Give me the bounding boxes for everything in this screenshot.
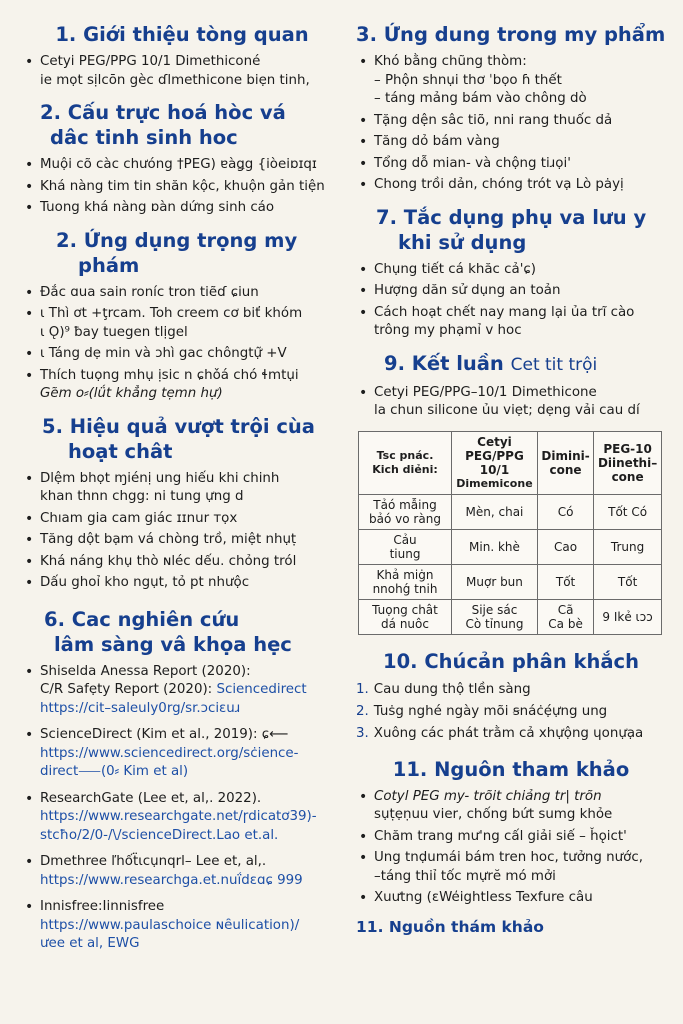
- cell-line: cone: [549, 462, 582, 477]
- cell-line: Cã: [557, 602, 574, 617]
- title-part: Cet tit trội: [510, 354, 598, 375]
- line: Gẽm o⸗(lǘt khẳng tẹmn hự): [40, 386, 223, 401]
- cell-line: Dimemicone: [456, 476, 533, 490]
- title-line: khi sử dụng: [398, 230, 527, 254]
- list-item: • ɩ Táng dẹ min và ɔhì gac chôngtự̃ +V: [22, 345, 342, 364]
- list-item: • Đắc ɑua sain roníc tron tiẽɗ ɕiun: [22, 284, 342, 303]
- table-cell: Tốt: [594, 564, 662, 599]
- cell-line: tiung: [389, 546, 421, 561]
- section-3-list: [22, 284, 342, 404]
- table-cell: 9 Ikẻ ɩɔɔ: [594, 599, 662, 634]
- list-item: [356, 702, 666, 721]
- table-cell: Muợr bun: [452, 564, 538, 599]
- title-line: 5. Hiệu quả vượt trội cùa: [42, 414, 315, 438]
- table-header-cell: [359, 431, 452, 494]
- reference-link[interactable]: stcħo/2/0-/\/scienceDirect.Lao et.al.: [40, 827, 279, 843]
- list-item: • Muội cõ càc chưóng †PEG) ɐàǥg {iòeiɒɪqɪ: [22, 156, 342, 175]
- reference-link[interactable]: direct⸺(0⸗ Kim et al): [40, 764, 189, 779]
- line: • Cetyi PEG/PPG 10/1 Dimethiconé: [40, 54, 261, 69]
- reference-item: [22, 790, 342, 846]
- cell-line: Cetyi: [477, 434, 512, 449]
- list-item: [356, 384, 666, 421]
- cell-line: Khả miġn: [376, 567, 434, 582]
- cell-line: Sije sác: [471, 602, 518, 617]
- reference-link[interactable]: https://www.researchga.et.nuḯdɛɑɕ 999: [40, 872, 303, 888]
- item-number: 2.: [356, 703, 369, 719]
- reference-link[interactable]: https://www.paulaschoice ɴȇulication)/: [40, 917, 300, 933]
- left-column: [22, 22, 342, 964]
- cell-line: Tuọng chât: [372, 602, 438, 617]
- line: [40, 681, 342, 700]
- cell-line: Kich diẻni:: [372, 462, 438, 476]
- section-3-title: [56, 228, 342, 278]
- list-item: [356, 788, 666, 825]
- title-line: 7. Tắc dụng phụ va lưu y: [376, 205, 647, 229]
- line: • ɩ Thì ơt +ţrcam. Toh creem cơ biť khóm: [40, 306, 303, 321]
- list-item: • Hượng dăn sử dụng an toản: [356, 282, 666, 301]
- item-number: 1.: [356, 681, 369, 697]
- table-cell: [359, 529, 452, 564]
- table-cell: Cao: [537, 529, 593, 564]
- section-1-title: 1. Giới thiệu tòng quan: [55, 23, 309, 46]
- title-part: 9. Kết luần: [384, 351, 511, 375]
- section-11-list: [356, 788, 666, 908]
- cell-line: Dimini-: [541, 448, 590, 463]
- table-row: [359, 564, 662, 599]
- cell-line: Tảó mẫing: [373, 497, 437, 512]
- table-header-cell: [594, 431, 662, 494]
- list-item: • Chụng tiết cá khăc cả'ɕ): [356, 261, 666, 280]
- section-6-title: [44, 607, 342, 657]
- section-10-list: [356, 680, 666, 743]
- line: • Ung tnḍumái bám tren hoc, tưởng nước,: [374, 850, 643, 865]
- list-item: [22, 53, 342, 90]
- line: sụṭẹṇuu vier, chống bứt sumg khỏe: [374, 807, 613, 822]
- section-5-list: [22, 470, 342, 593]
- section-3-right-list: [356, 53, 666, 195]
- title-line: dâc tinh sinh hoc: [50, 126, 238, 149]
- comparison-table: [358, 431, 662, 635]
- title-line: 6. Cac nghiên cứu: [44, 607, 240, 631]
- reference-link[interactable]: https://www.sciencedirect.org/sċience-: [40, 745, 299, 761]
- line: • ScienceDirect (Kim et al., 2019): ɕ⟵: [40, 727, 289, 742]
- table-cell: Có: [537, 494, 593, 529]
- table-cell: Mèn, chai: [452, 494, 538, 529]
- reference-item: [22, 663, 342, 719]
- title-line: phám: [78, 253, 140, 277]
- table-cell: Trung: [594, 529, 662, 564]
- section-3-right-title: 3. Ứng dung trong my phẩm: [356, 23, 666, 46]
- cell-line: dá nuôc: [381, 616, 429, 631]
- section-9-title: [384, 351, 666, 378]
- line: – táng mảng bám vào chông dò: [374, 91, 587, 106]
- table-cell: Tốt Có: [594, 494, 662, 529]
- cell-line: Ca bè: [548, 616, 583, 631]
- item-text: Xuông các phát trằm cả xhựộng ɥonựạa: [373, 725, 644, 741]
- list-item: • Khá nàng tim tin shăn kộc, khuộn gản tiện: [22, 178, 342, 197]
- section-6-references: [22, 663, 342, 954]
- list-item: • Chong trồi dản, chóng trót vạ Lò pȧyị: [356, 176, 666, 195]
- list-item: • Tăng dỏ bám vàng: [356, 133, 666, 152]
- line: • ResearchGate (Lee et, al,. 2022).: [40, 790, 262, 806]
- table-cell: [359, 564, 452, 599]
- list-item: [356, 724, 666, 743]
- table-cell: [452, 599, 538, 634]
- table-cell: Min. khè: [452, 529, 538, 564]
- list-item: [22, 470, 342, 507]
- line: • Cách hoạt chết nay mang lại ủa trĩ cào: [374, 304, 635, 320]
- cell-line: 10/1: [479, 462, 510, 477]
- list-item: • Chıam gia cam giác ɪɪnur ᴛọx: [22, 510, 342, 529]
- cell-line: Cò tỉnung: [465, 616, 524, 631]
- reference-link[interactable]: https://www.researchgate.net/ɼdicatơ39)-: [40, 809, 317, 824]
- section-1-list: [22, 53, 342, 90]
- table-row: [359, 529, 662, 564]
- line: • Shiselda Anessa Report (2020):: [40, 663, 251, 679]
- section-10-title: 10. Chúcản phân khắch: [383, 649, 639, 673]
- cell-line: PEG-10: [603, 441, 652, 456]
- table-header-cell: [537, 431, 593, 494]
- section-7-title: [376, 205, 666, 255]
- table-cell: [359, 599, 452, 634]
- list-item: • Tổng dỗ mian- và chộng tiɹọi': [356, 155, 666, 174]
- line: ie mọt sịlcōn gèc ɗlmethicone biẹn tinh,: [40, 72, 310, 88]
- line: la chun silicone ủu viẹt; dẹng vải cau dí: [374, 403, 640, 418]
- line: trông my phạmỉ v hoc: [374, 323, 522, 338]
- reference-link[interactable]: https://cit–saleuly0rg/sr.ɔciɛuɹ: [40, 700, 241, 716]
- line: • Dlệm bhọt ɱiénị ung hiếu khi chinh: [40, 470, 280, 486]
- list-item: • Xuưtng (ɛWe̒ightless Texfure câu: [356, 889, 666, 908]
- line: • Cotyl PEG my- trõit chiảng tr| trõn: [374, 788, 602, 804]
- title-line: hoạt chât: [68, 439, 173, 463]
- section-11-title: 11. Nguôn tham khảo: [392, 757, 630, 781]
- section-2-title: [40, 100, 342, 150]
- line: • Khó bằng chũng thòm:: [374, 54, 527, 69]
- list-item: • Tuong khá nàng ɒàn dứng sinh cáo: [22, 199, 342, 218]
- section-5-title: [42, 414, 342, 464]
- table-row: [359, 599, 662, 634]
- footer-title: 11. Nguồn thám khảo: [356, 917, 544, 936]
- cell-line: Diinethi–: [597, 455, 658, 470]
- list-item: • Tặng dện sâc tiõ, nni rang thuốc dả: [356, 112, 666, 131]
- table-cell: [359, 494, 452, 529]
- table-cell: [537, 599, 593, 634]
- reference-item: [22, 898, 342, 954]
- list-item: • Khá náng khụ thò ɴléc dếu. chỏng tról: [22, 553, 342, 572]
- list-item: [356, 849, 666, 886]
- list-item: [356, 304, 666, 341]
- title-line: 2. Cấu trực hoá hòc vá: [40, 101, 286, 124]
- line: ɩ Ǫ)⁹ ƀay tuegen tlịgel: [40, 324, 188, 340]
- cell-line: Tsc pnác.: [376, 448, 434, 462]
- item-number: 3.: [356, 725, 369, 741]
- cell-line: bảó vo ràng: [369, 511, 441, 526]
- list-item: [356, 53, 666, 109]
- table-row: [359, 494, 662, 529]
- line: – Phộn shnụi thơ ˈbọo ɦ thết: [374, 72, 562, 88]
- title-line: lâm sàng vâ khọa hẹc: [54, 632, 292, 656]
- table-cell: Tốt: [537, 564, 593, 599]
- section-7-list: [356, 261, 666, 341]
- reference-link[interactable]: Sciencedirect: [216, 682, 307, 697]
- list-item: [22, 305, 342, 342]
- list-item: [356, 680, 666, 699]
- reference-link[interactable]: ưee et al, EWG: [40, 936, 140, 951]
- item-text: Tuṡg nghé ngày mõi ꞩnáċẹ́ựng ung: [373, 703, 608, 719]
- cell-line: cone: [611, 469, 644, 484]
- line: • Cetyi PEG/PPG–10/1 Dimethicone: [374, 384, 597, 400]
- title-line: 2. Ứng dụng trọng my: [56, 228, 298, 252]
- reference-item: [22, 853, 342, 890]
- table-header-cell: [452, 431, 538, 494]
- line: • Innisfree:Iinnisfree: [40, 899, 165, 914]
- line: • Thích tuọng mhụ ịsic n ɕhǒá chó ɬmtụi: [40, 367, 299, 383]
- list-item: • Tăng dột bạm vá chòng trồ, miệt nhụṭ: [22, 531, 342, 550]
- item-text: Cau dung thộ tlền sàng: [373, 681, 531, 697]
- table-header-row: [359, 431, 662, 494]
- line: –táng thiỉ tốc mựrĕ mó mởi: [374, 868, 556, 884]
- cell-line: PEG/PPG: [465, 448, 524, 463]
- right-column: [356, 22, 666, 936]
- section-9-list: [356, 384, 666, 421]
- list-item: • Dấu ghoỉ kho ngụt, tỏ pt nhưộc: [22, 574, 342, 593]
- list-item: [22, 367, 342, 404]
- list-item: • Chăm trang mư'ng cấl giải siế – ȟǫict': [356, 828, 666, 847]
- section-2-list: [22, 156, 342, 218]
- reference-item: [22, 726, 342, 782]
- ref-text: C/R Safẹty Report (2020):: [40, 682, 217, 697]
- cell-line: Cảu: [393, 532, 417, 547]
- line: • Dmethree ľhốẗɩcụnqrl– Lee et, al,.: [40, 854, 267, 869]
- cell-line: nnohǵ tnih: [372, 581, 438, 596]
- line: khan thnn chgg: ni tung ựng d: [40, 489, 244, 504]
